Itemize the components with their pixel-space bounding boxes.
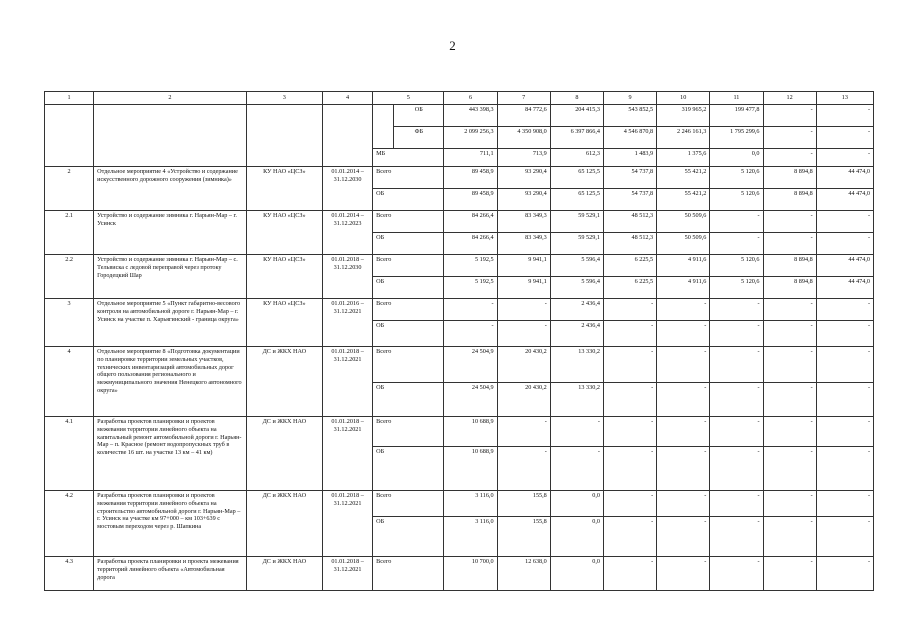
value-cell: 5 120,6 — [710, 167, 763, 189]
item-name: Разработка проекта планировки и проекта межевания территорий линейного объекта «Автомобильная дорога — [94, 557, 247, 591]
value-cell: 93 290,4 — [497, 167, 550, 189]
table-row — [45, 299, 874, 321]
value-cell: 84 266,4 — [444, 233, 497, 255]
table-row — [45, 211, 874, 233]
value-cell: 0,0 — [710, 149, 763, 167]
value-cell: - — [603, 557, 656, 591]
value-cell: - — [550, 417, 603, 447]
column-header: 11 — [710, 92, 763, 105]
value-cell: 0,0 — [550, 517, 603, 557]
value-cell: 5 120,6 — [710, 255, 763, 277]
value-cell: - — [710, 299, 763, 321]
value-cell: - — [816, 417, 873, 447]
value-cell: 65 125,5 — [550, 189, 603, 211]
value-cell: 50 509,6 — [657, 211, 710, 233]
value-cell: - — [816, 321, 873, 347]
value-cell: - — [816, 233, 873, 255]
executor: КУ НАО «ЦСЗ» — [246, 211, 322, 255]
executor: КУ НАО «ЦСЗ» — [246, 299, 322, 347]
executor: ДС и ЖКХ НАО — [246, 491, 322, 557]
value-cell: 155,8 — [497, 491, 550, 517]
value-cell: - — [497, 321, 550, 347]
fund-source-label: Всего — [373, 417, 444, 447]
value-cell: - — [763, 557, 816, 591]
value-cell: 3 116,0 — [444, 517, 497, 557]
fund-source-label: ОБ — [394, 105, 444, 127]
value-cell: 1 375,6 — [657, 149, 710, 167]
value-cell: 711,1 — [444, 149, 497, 167]
value-cell: - — [710, 557, 763, 591]
value-cell: 5 120,6 — [710, 277, 763, 299]
value-cell: - — [603, 417, 656, 447]
value-cell: - — [657, 417, 710, 447]
value-cell: 10 688,9 — [444, 417, 497, 447]
value-cell: - — [816, 347, 873, 383]
value-cell: - — [710, 491, 763, 517]
value-cell: 54 737,8 — [603, 167, 656, 189]
period: 01.01.2014 – 31.12.2023 — [322, 211, 372, 255]
value-cell: 9 941,1 — [497, 277, 550, 299]
value-cell: 0,0 — [550, 491, 603, 517]
item-number: 4.1 — [45, 417, 94, 491]
fund-source-label: Всего — [373, 299, 444, 321]
table-row — [45, 557, 874, 591]
fund-source-label: МБ — [373, 149, 444, 167]
page-number: 2 — [449, 38, 456, 53]
value-cell: - — [497, 447, 550, 491]
value-cell: 13 330,2 — [550, 383, 603, 417]
value-cell: - — [603, 299, 656, 321]
value-cell: - — [657, 321, 710, 347]
column-header: 5 — [373, 92, 444, 105]
item-name: Разработка проектов планировки и проектов межевания территории линейного объекта на строительство автомобильной дороги г. Нарьян-Мар – г. Усинск на участке км 97+000 – км 103+639 с мостовым переходом через р. Шапкина — [94, 491, 247, 557]
value-cell: 44 474,0 — [816, 277, 873, 299]
fund-source-label: ОБ — [373, 383, 444, 417]
value-cell: - — [710, 447, 763, 491]
fund-source-label: Всего — [373, 167, 444, 189]
executor: ДС и ЖКХ НАО — [246, 417, 322, 491]
column-header: 10 — [657, 92, 710, 105]
value-cell: - — [603, 447, 656, 491]
period: 01.01.2016 – 31.12.2021 — [322, 299, 372, 347]
value-cell: 4 350 908,0 — [497, 127, 550, 149]
item-name: Разработка проектов планировки и проектов межевания территории линейного объекта на капитальный ремонт автомобильной дороги г. Нарьян-Мар – п. Красное (ремонт водопропускных труб в количестве 16 шт. на участке 13 км – 41 км) — [94, 417, 247, 491]
value-cell: 59 529,1 — [550, 233, 603, 255]
fund-source-label: ОБ — [373, 277, 444, 299]
period: 01.01.2018 – 31.12.2021 — [322, 491, 372, 557]
value-cell: - — [710, 347, 763, 383]
value-cell: 5 192,5 — [444, 255, 497, 277]
value-cell: 10 700,0 — [444, 557, 497, 591]
value-cell: - — [763, 233, 816, 255]
value-cell: 4 911,6 — [657, 277, 710, 299]
value-cell: 5 596,4 — [550, 277, 603, 299]
column-header: 1 — [45, 92, 94, 105]
item-name: Отдельное мероприятие 8 «Подготовка документации по планировке территории земельных участков, технических инвентаризаций автомобильных дорог общего пользования регионального и межмуниципального значения Ненецкого автономного округа» — [94, 347, 247, 417]
period: 01.01.2018 – 31.12.2030 — [322, 255, 372, 299]
value-cell: 9 941,1 — [497, 255, 550, 277]
value-cell: 2 099 256,3 — [444, 127, 497, 149]
value-cell: 2 436,4 — [550, 299, 603, 321]
executor: ДС и ЖКХ НАО — [246, 347, 322, 417]
value-cell: 8 894,8 — [763, 255, 816, 277]
value-cell: - — [816, 491, 873, 517]
value-cell: 1 483,9 — [603, 149, 656, 167]
value-cell: - — [657, 299, 710, 321]
value-cell: - — [816, 517, 873, 557]
table-row — [45, 255, 874, 277]
header-row — [45, 92, 874, 105]
value-cell: 89 458,9 — [444, 189, 497, 211]
value-cell: - — [816, 149, 873, 167]
value-cell: - — [763, 299, 816, 321]
executor: ДС и ЖКХ НАО — [246, 557, 322, 591]
value-cell: 44 474,0 — [816, 189, 873, 211]
value-cell: 48 512,3 — [603, 233, 656, 255]
value-cell: - — [763, 417, 816, 447]
value-cell: 3 116,0 — [444, 491, 497, 517]
value-cell: - — [763, 321, 816, 347]
value-cell: 204 415,3 — [550, 105, 603, 127]
value-cell: 2 436,4 — [550, 321, 603, 347]
value-cell: - — [657, 491, 710, 517]
value-cell: - — [710, 417, 763, 447]
value-cell: 65 125,5 — [550, 167, 603, 189]
value-cell: 13 330,2 — [550, 347, 603, 383]
value-cell: 2 246 161,3 — [657, 127, 710, 149]
value-cell: - — [763, 491, 816, 517]
budget-table — [44, 91, 874, 591]
value-cell: 83 349,3 — [497, 233, 550, 255]
column-header: 6 — [444, 92, 497, 105]
value-cell: 4 911,6 — [657, 255, 710, 277]
value-cell: 55 421,2 — [657, 167, 710, 189]
column-header: 2 — [94, 92, 247, 105]
value-cell: - — [444, 299, 497, 321]
value-cell: 93 290,4 — [497, 189, 550, 211]
value-cell: 6 397 866,4 — [550, 127, 603, 149]
value-cell: 20 430,2 — [497, 383, 550, 417]
value-cell: 10 688,9 — [444, 447, 497, 491]
value-cell: - — [763, 127, 816, 149]
value-cell: - — [710, 211, 763, 233]
column-header: 13 — [816, 92, 873, 105]
item-number: 4 — [45, 347, 94, 417]
value-cell: 543 852,5 — [603, 105, 656, 127]
fund-source-label: ФБ — [394, 127, 444, 149]
item-number: 2.2 — [45, 255, 94, 299]
fund-source-label: Всего — [373, 557, 444, 591]
value-cell: - — [763, 105, 816, 127]
value-cell: 5 192,5 — [444, 277, 497, 299]
item-name: Отдельное мероприятие 4 «Устройство и содержание искусственного дорожного сооружения (зимника)» — [94, 167, 247, 211]
value-cell: 50 509,6 — [657, 233, 710, 255]
column-header: 9 — [603, 92, 656, 105]
value-cell: - — [497, 417, 550, 447]
value-cell: - — [603, 383, 656, 417]
table-row — [45, 167, 874, 189]
value-cell: 24 504,9 — [444, 347, 497, 383]
value-cell: 89 458,9 — [444, 167, 497, 189]
item-number: 4.2 — [45, 491, 94, 557]
value-cell: 6 225,5 — [603, 277, 656, 299]
value-cell: - — [763, 211, 816, 233]
value-cell: 0,0 — [550, 557, 603, 591]
value-cell: 12 638,0 — [497, 557, 550, 591]
value-cell: - — [816, 447, 873, 491]
value-cell: - — [603, 517, 656, 557]
fund-source-label: ОБ — [373, 517, 444, 557]
value-cell: - — [550, 447, 603, 491]
period: 01.01.2018 – 31.12.2021 — [322, 347, 372, 417]
value-cell: - — [816, 299, 873, 321]
column-header: 4 — [322, 92, 372, 105]
value-cell: - — [816, 557, 873, 591]
table-row — [45, 105, 874, 127]
value-cell: - — [603, 321, 656, 347]
value-cell: 54 737,8 — [603, 189, 656, 211]
column-header: 3 — [246, 92, 322, 105]
value-cell: 443 398,3 — [444, 105, 497, 127]
value-cell: - — [497, 299, 550, 321]
value-cell: 84 266,4 — [444, 211, 497, 233]
item-name: Отдельное мероприятие 5 «Пункт габаритно-весового контроля на автомобильной дороге г. Нарьян-Мар – г. Усинск на участке п. Харьягинский - граница округа» — [94, 299, 247, 347]
fund-source-label: Всего — [373, 491, 444, 517]
value-cell: - — [763, 149, 816, 167]
value-cell: - — [710, 517, 763, 557]
value-cell: 5 120,6 — [710, 189, 763, 211]
value-cell: 20 430,2 — [497, 347, 550, 383]
value-cell: 8 894,8 — [763, 277, 816, 299]
value-cell: - — [657, 557, 710, 591]
item-name: Устройство и содержание зимника г. Нарьян-Мар – г. Усинск — [94, 211, 247, 255]
period: 01.01.2018 – 31.12.2021 — [322, 557, 372, 591]
value-cell: - — [763, 517, 816, 557]
value-cell: 44 474,0 — [816, 167, 873, 189]
table-row — [45, 347, 874, 383]
value-cell: 713,9 — [497, 149, 550, 167]
value-cell: - — [657, 383, 710, 417]
value-cell: 48 512,3 — [603, 211, 656, 233]
value-cell: - — [603, 347, 656, 383]
value-cell: 8 894,8 — [763, 189, 816, 211]
value-cell: - — [816, 383, 873, 417]
value-cell: - — [710, 321, 763, 347]
value-cell: - — [816, 127, 873, 149]
value-cell: - — [657, 517, 710, 557]
item-name: Устройство и содержание зимника г. Нарьян-Мар – с. Тельвиска с ледовой переправой через протоку Городецкий Шар — [94, 255, 247, 299]
value-cell: - — [710, 233, 763, 255]
column-header: 12 — [763, 92, 816, 105]
value-cell: - — [763, 447, 816, 491]
item-number: 4.3 — [45, 557, 94, 591]
value-cell: 4 546 870,8 — [603, 127, 656, 149]
fund-source-label: ОБ — [373, 447, 444, 491]
value-cell: 84 772,6 — [497, 105, 550, 127]
item-number: 3 — [45, 299, 94, 347]
value-cell: 199 477,8 — [710, 105, 763, 127]
value-cell: 6 225,5 — [603, 255, 656, 277]
value-cell: 612,3 — [550, 149, 603, 167]
value-cell: 5 596,4 — [550, 255, 603, 277]
value-cell: 55 421,2 — [657, 189, 710, 211]
fund-source-label: ОБ — [373, 321, 444, 347]
value-cell: - — [444, 321, 497, 347]
value-cell: - — [657, 347, 710, 383]
value-cell: 44 474,0 — [816, 255, 873, 277]
value-cell: - — [603, 491, 656, 517]
value-cell: 83 349,3 — [497, 211, 550, 233]
value-cell: 8 894,8 — [763, 167, 816, 189]
fund-source-label: Всего — [373, 211, 444, 233]
fund-source-label: ОБ — [373, 233, 444, 255]
table-row — [45, 491, 874, 517]
item-number: 2 — [45, 167, 94, 211]
value-cell: 1 795 299,6 — [710, 127, 763, 149]
period: 01.01.2014 – 31.12.2030 — [322, 167, 372, 211]
executor: КУ НАО «ЦСЗ» — [246, 255, 322, 299]
fund-source-label: Всего — [373, 255, 444, 277]
executor: КУ НАО «ЦСЗ» — [246, 167, 322, 211]
column-header: 7 — [497, 92, 550, 105]
item-number: 2.1 — [45, 211, 94, 255]
value-cell: - — [763, 383, 816, 417]
value-cell: 24 504,9 — [444, 383, 497, 417]
fund-source-label: Всего — [373, 347, 444, 383]
value-cell: - — [816, 105, 873, 127]
value-cell: 319 965,2 — [657, 105, 710, 127]
fund-source-label: ОБ — [373, 189, 444, 211]
value-cell: - — [816, 211, 873, 233]
value-cell: - — [763, 347, 816, 383]
table-row — [45, 417, 874, 447]
value-cell: 155,8 — [497, 517, 550, 557]
value-cell: - — [710, 383, 763, 417]
value-cell: 59 529,1 — [550, 211, 603, 233]
column-header: 8 — [550, 92, 603, 105]
period: 01.01.2018 – 31.12.2021 — [322, 417, 372, 491]
value-cell: - — [657, 447, 710, 491]
